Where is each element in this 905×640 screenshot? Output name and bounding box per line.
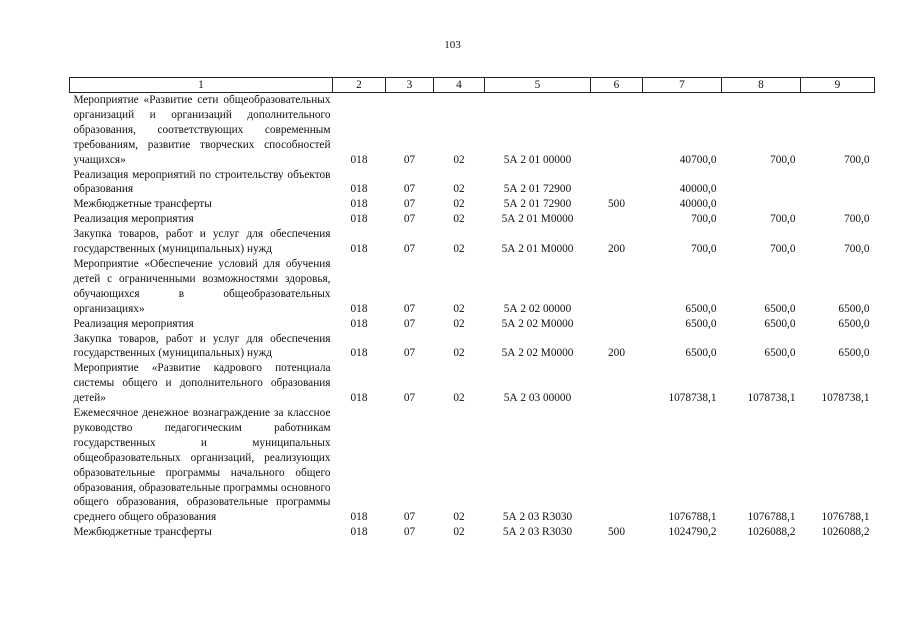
cell-ministry-code: 018 bbox=[350, 213, 368, 226]
table-row bbox=[70, 168, 875, 198]
cell-expense-type: 200 bbox=[608, 347, 625, 360]
cell-amount-1: 700,0 bbox=[691, 243, 717, 256]
column-header-3: 3 bbox=[386, 78, 434, 93]
row-name: Реализация мероприятия bbox=[73, 213, 194, 226]
row-name: Ежемесячное денежное вознаграждение за классное руководство педагогическим работникам государственных и муниципальных общеобразовательных организаций, реализующих образовательные программы начального общего образования, образовательные программы основного общего образования, образовательные программы среднего общего образования bbox=[73, 407, 331, 524]
cell-section: 07 bbox=[403, 526, 416, 539]
cell-subsection: 02 bbox=[453, 392, 465, 405]
table-row bbox=[70, 197, 875, 212]
table-row bbox=[70, 332, 875, 362]
page-number: 103 bbox=[444, 39, 461, 51]
cell-amount-2: 6500,0 bbox=[764, 317, 796, 330]
table-row bbox=[70, 361, 875, 406]
cell-amount-2: 6500,0 bbox=[764, 347, 796, 360]
cell-section: 07 bbox=[403, 511, 416, 524]
cell-target-article: 5А 2 01 M0000 bbox=[501, 213, 574, 226]
cell-amount-3: 700,0 bbox=[844, 213, 870, 226]
cell-ministry-code: 018 bbox=[350, 317, 368, 330]
row-name: Межбюджетные трансферты bbox=[73, 198, 212, 211]
cell-section: 07 bbox=[403, 213, 416, 226]
row-name: Межбюджетные трансферты bbox=[73, 526, 212, 539]
cell-target-article: 5А 2 03 R3030 bbox=[502, 511, 573, 524]
column-header-6: 6 bbox=[591, 78, 643, 93]
cell-expense-type: 500 bbox=[608, 526, 625, 539]
column-header-1: 1 bbox=[70, 78, 333, 93]
cell-amount-2: 1026088,2 bbox=[747, 526, 796, 539]
cell-amount-1: 40000,0 bbox=[679, 198, 717, 211]
row-name: Закупка товаров, работ и услуг для обеспечения государственных (муниципальных) нужд bbox=[73, 228, 331, 256]
cell-amount-1: 40000,0 bbox=[679, 183, 717, 196]
cell-ministry-code: 018 bbox=[350, 198, 368, 211]
cell-expense-type bbox=[591, 406, 643, 525]
cell-subsection: 02 bbox=[453, 183, 465, 196]
budget-table bbox=[69, 77, 875, 540]
table-row bbox=[70, 317, 875, 332]
cell-target-article: 5А 2 01 M0000 bbox=[501, 243, 574, 256]
cell-section: 07 bbox=[403, 153, 416, 166]
header-row bbox=[70, 78, 875, 93]
cell-subsection: 02 bbox=[453, 213, 465, 226]
cell-amount-1: 6500,0 bbox=[685, 347, 717, 360]
cell-target-article: 5А 2 01 72900 bbox=[503, 198, 572, 211]
cell-subsection: 02 bbox=[453, 153, 465, 166]
table-row bbox=[70, 406, 875, 525]
cell-ministry-code: 018 bbox=[350, 526, 368, 539]
cell-amount-3: 700,0 bbox=[844, 243, 870, 256]
cell-amount-1: 40700,0 bbox=[679, 153, 717, 166]
cell-section: 07 bbox=[403, 198, 416, 211]
cell-amount-2 bbox=[722, 168, 801, 198]
cell-section: 07 bbox=[403, 392, 416, 405]
row-name: Мероприятие «Обеспечение условий для обучения детей с ограниченными возможностями здоровья, обучающихся в общеобразовательных организациях» bbox=[73, 257, 331, 315]
cell-amount-1: 6500,0 bbox=[685, 317, 717, 330]
cell-expense-type bbox=[591, 168, 643, 198]
cell-ministry-code: 018 bbox=[350, 302, 368, 315]
table-row bbox=[70, 257, 875, 317]
table-body bbox=[70, 93, 875, 541]
cell-amount-2: 1078738,1 bbox=[747, 392, 796, 405]
cell-section: 07 bbox=[403, 347, 416, 360]
cell-target-article: 5А 2 01 00000 bbox=[503, 153, 572, 166]
column-header-2: 2 bbox=[333, 78, 386, 93]
cell-subsection: 02 bbox=[453, 198, 465, 211]
cell-amount-3: 6500,0 bbox=[838, 317, 870, 330]
cell-amount-2 bbox=[722, 197, 801, 212]
table-row bbox=[70, 525, 875, 540]
cell-ministry-code: 018 bbox=[350, 243, 368, 256]
cell-section: 07 bbox=[403, 302, 416, 315]
cell-amount-3 bbox=[801, 168, 875, 198]
cell-section: 07 bbox=[403, 243, 416, 256]
table-row bbox=[70, 227, 875, 257]
cell-target-article: 5А 2 02 00000 bbox=[503, 302, 572, 315]
column-header-4: 4 bbox=[434, 78, 485, 93]
column-header-8: 8 bbox=[722, 78, 801, 93]
cell-expense-type bbox=[591, 257, 643, 317]
cell-ministry-code: 018 bbox=[350, 392, 368, 405]
cell-amount-3: 6500,0 bbox=[838, 302, 870, 315]
row-name: Мероприятие «Развитие кадрового потенциала системы общего и дополнительного образования детей» bbox=[73, 362, 331, 405]
column-header-9: 9 bbox=[801, 78, 875, 93]
cell-amount-2: 700,0 bbox=[770, 243, 796, 256]
cell-amount-1: 1024790,2 bbox=[668, 526, 717, 539]
cell-subsection: 02 bbox=[453, 243, 465, 256]
row-name: Мероприятие «Развитие сети общеобразовательных организаций и организаций дополнительного образования, соответствующих современным требованиям, развитие творческих способностей учащихся» bbox=[73, 94, 331, 166]
cell-amount-1: 1078738,1 bbox=[668, 392, 717, 405]
cell-amount-2: 6500,0 bbox=[764, 302, 796, 315]
table-row bbox=[70, 93, 875, 168]
cell-subsection: 02 bbox=[453, 317, 465, 330]
cell-amount-1: 6500,0 bbox=[685, 302, 717, 315]
cell-subsection: 02 bbox=[453, 526, 465, 539]
row-name: Закупка товаров, работ и услуг для обеспечения государственных (муниципальных) нужд bbox=[73, 332, 331, 360]
row-name: Реализация мероприятий по строительству объектов образования bbox=[73, 168, 331, 196]
cell-amount-2: 700,0 bbox=[770, 153, 796, 166]
cell-ministry-code: 018 bbox=[350, 153, 368, 166]
cell-target-article: 5А 2 01 72900 bbox=[503, 183, 572, 196]
cell-expense-type bbox=[591, 317, 643, 332]
cell-expense-type bbox=[591, 212, 643, 227]
cell-amount-3: 700,0 bbox=[844, 153, 870, 166]
cell-expense-type: 200 bbox=[608, 243, 625, 256]
cell-subsection: 02 bbox=[453, 302, 465, 315]
cell-subsection: 02 bbox=[453, 511, 465, 524]
cell-amount-1: 1076788,1 bbox=[668, 511, 717, 524]
cell-amount-2: 700,0 bbox=[770, 213, 796, 226]
cell-target-article: 5А 2 03 00000 bbox=[503, 392, 572, 405]
cell-ministry-code: 018 bbox=[350, 183, 368, 196]
cell-ministry-code: 018 bbox=[350, 347, 368, 360]
cell-amount-1: 700,0 bbox=[691, 213, 717, 226]
cell-amount-3: 1026088,2 bbox=[821, 526, 870, 539]
cell-amount-3: 1078738,1 bbox=[821, 392, 870, 405]
table-header bbox=[70, 78, 875, 93]
cell-subsection: 02 bbox=[453, 347, 465, 360]
cell-section: 07 bbox=[403, 317, 416, 330]
cell-amount-2: 1076788,1 bbox=[747, 511, 796, 524]
cell-expense-type bbox=[591, 361, 643, 406]
cell-target-article: 5А 2 03 R3030 bbox=[502, 526, 573, 539]
cell-expense-type: 500 bbox=[608, 198, 625, 211]
cell-target-article: 5А 2 02 M0000 bbox=[501, 347, 574, 360]
cell-section: 07 bbox=[403, 183, 416, 196]
column-header-5: 5 bbox=[485, 78, 591, 93]
row-name: Реализация мероприятия bbox=[73, 317, 194, 330]
cell-ministry-code: 018 bbox=[350, 511, 368, 524]
cell-amount-3: 1076788,1 bbox=[821, 511, 870, 524]
cell-expense-type bbox=[591, 93, 643, 168]
cell-amount-3 bbox=[801, 197, 875, 212]
column-header-7: 7 bbox=[643, 78, 722, 93]
cell-amount-3: 6500,0 bbox=[838, 347, 870, 360]
table-row bbox=[70, 212, 875, 227]
cell-target-article: 5А 2 02 M0000 bbox=[501, 317, 574, 330]
